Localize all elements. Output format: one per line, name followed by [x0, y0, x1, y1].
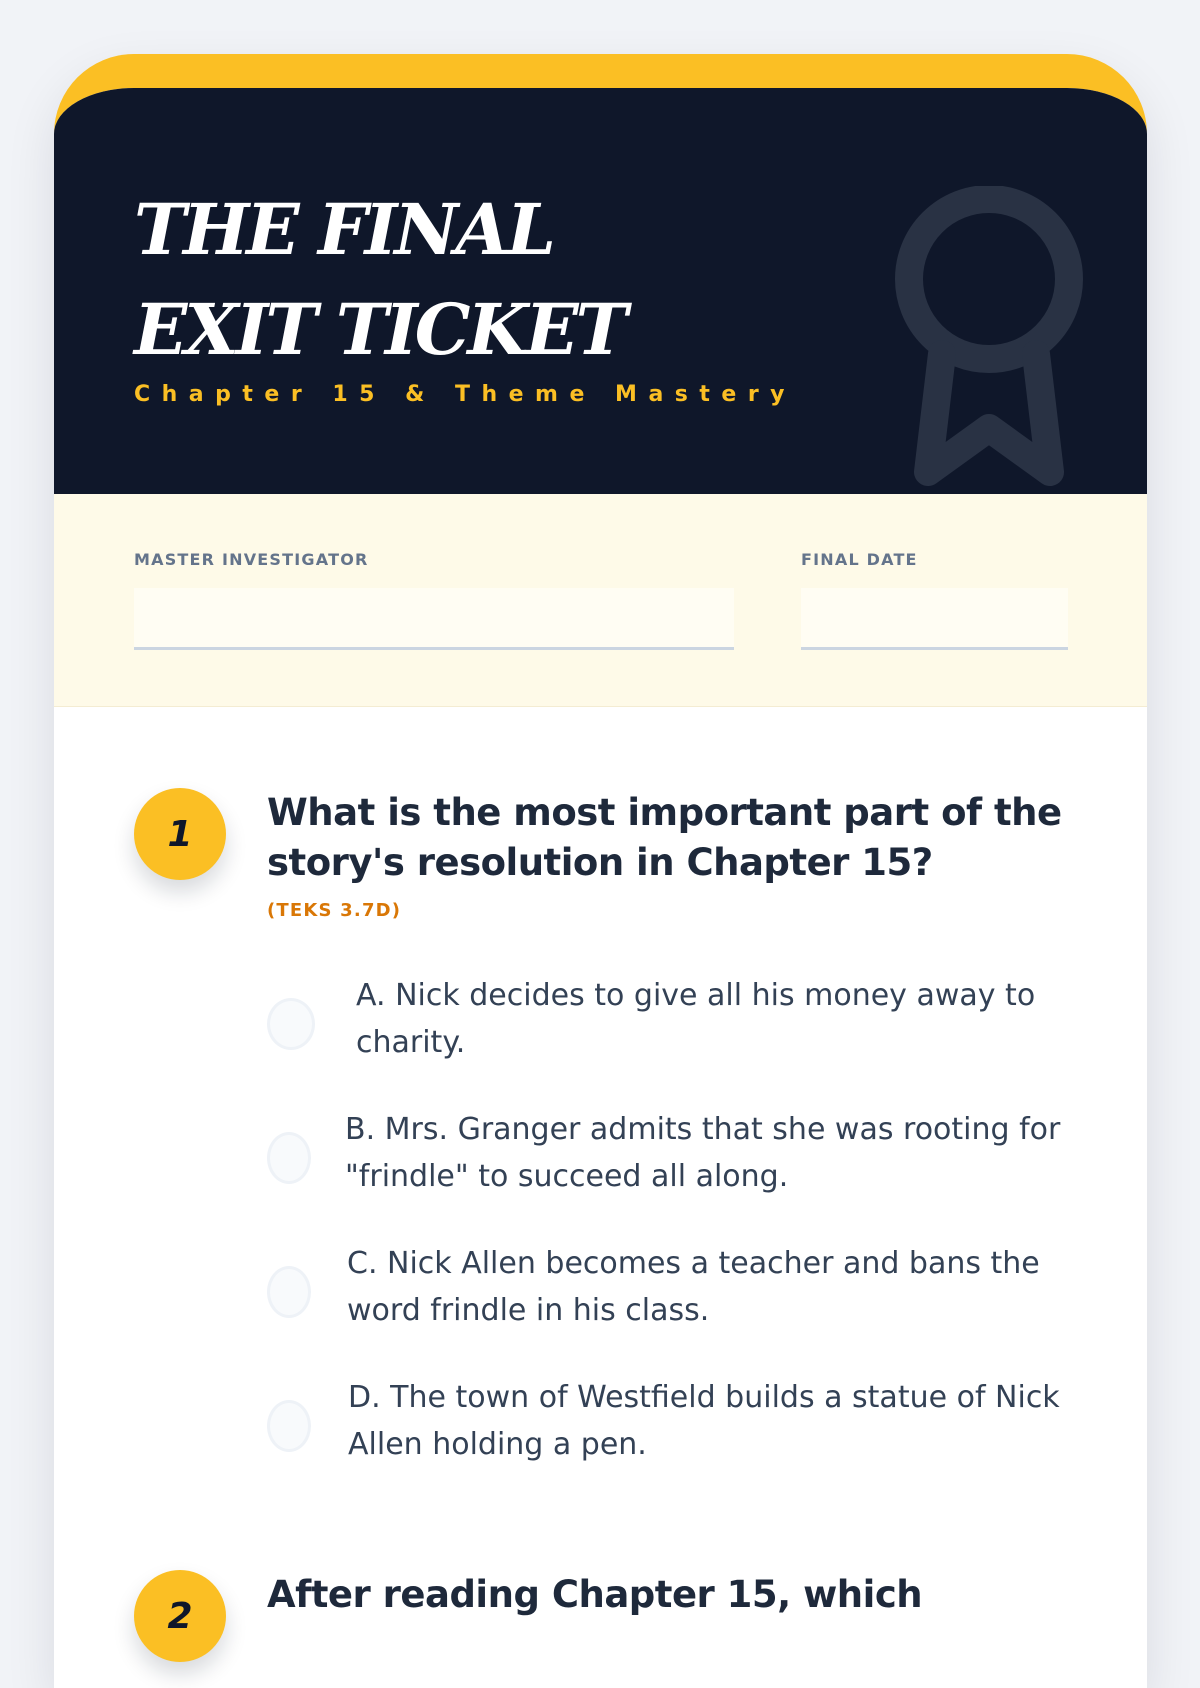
answer-option-text: D. The town of Westfield builds a statue of Nick Allen holding a pen.: [348, 1380, 1060, 1462]
award-ribbon-icon: [894, 186, 1084, 486]
answer-option-b[interactable]: [267, 1106, 1117, 1206]
title-line-1: THE FINAL: [134, 188, 553, 271]
title-line-2: EXIT TICKET: [134, 288, 625, 371]
final-date-input[interactable]: [801, 588, 1068, 650]
question-2: [54, 1570, 1147, 1688]
question-text: What is the most important part of the story's resolution in Chapter 15?: [267, 791, 1062, 884]
answer-option-d[interactable]: [267, 1374, 1117, 1474]
page-title: [134, 180, 625, 380]
answer-option-text: A. Nick decides to give all his money away to charity.: [356, 978, 1036, 1060]
question-number-badge: 1: [134, 788, 226, 880]
final-date-label: FINAL DATE: [801, 550, 918, 569]
question-number-badge: 2: [134, 1570, 226, 1662]
ticket-header: [54, 88, 1147, 494]
radio-button[interactable]: [267, 1400, 311, 1452]
radio-button[interactable]: [267, 1266, 311, 1318]
question-text: After reading Chapter 15, which: [267, 1573, 923, 1616]
exit-ticket-card: [54, 54, 1147, 1688]
investigator-label: MASTER INVESTIGATOR: [134, 550, 369, 569]
radio-button[interactable]: [267, 1132, 311, 1184]
investigator-name-input[interactable]: [134, 588, 734, 650]
answer-option-a[interactable]: [267, 972, 1117, 1072]
radio-button[interactable]: [267, 998, 315, 1050]
page-subtitle: Chapter 15 & Theme Mastery: [134, 382, 797, 407]
answer-option-c[interactable]: [267, 1240, 1117, 1340]
answer-option-text: C. Nick Allen becomes a teacher and bans the word frindle in his class.: [347, 1246, 1040, 1328]
student-info-section: [54, 494, 1147, 707]
answer-option-text: B. Mrs. Granger admits that she was rooting for "frindle" to succeed all along.: [345, 1112, 1061, 1194]
teks-standard-label: (TEKS 3.7D): [267, 900, 402, 921]
question-1: [54, 788, 1147, 1548]
